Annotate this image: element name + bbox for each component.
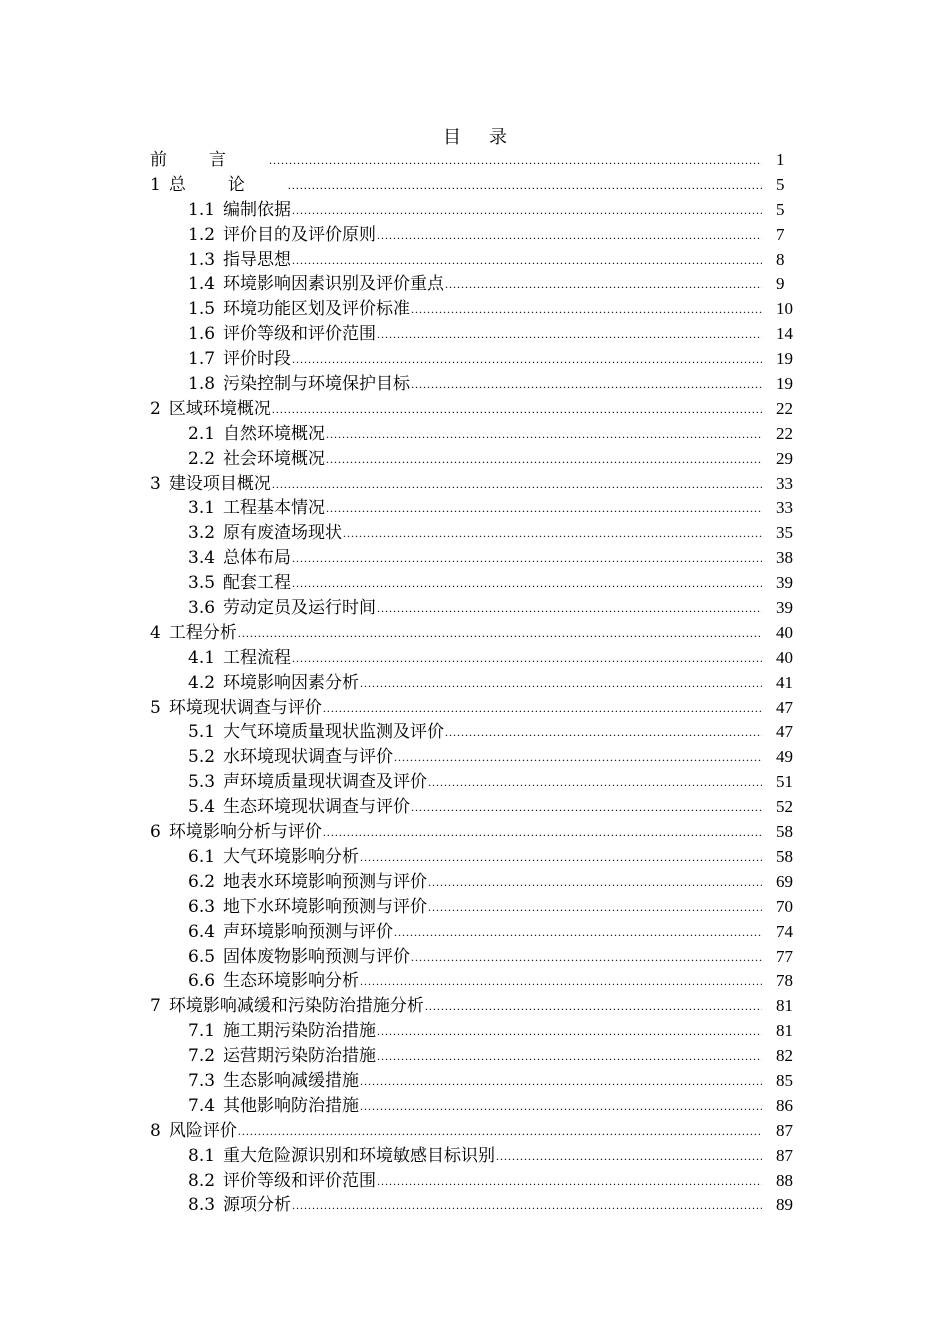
toc-entry-text: 工程流程 [223, 647, 292, 668]
toc-entry-number: 5.2 [188, 747, 216, 768]
dot-leader [495, 1144, 762, 1169]
toc-entry[interactable] [150, 173, 802, 198]
toc-entry-text: 运营期污染防治措施 [223, 1046, 377, 1067]
toc-entry-text: 评价等级和评价范围 [223, 324, 377, 345]
toc-entry-number: 4.1 [188, 647, 216, 668]
dot-leader [393, 745, 762, 770]
toc-entry-label [150, 322, 762, 347]
toc-entry-text: 环境影响因素分析 [223, 672, 360, 693]
toc-entry-number: 3.4 [188, 548, 216, 569]
toc-entry-text: 声环境质量现状调查及评价 [223, 772, 428, 793]
dot-leader [322, 696, 762, 721]
dot-leader [291, 546, 762, 571]
toc-entry-text: 劳动定员及运行时间 [223, 598, 377, 619]
toc-entry-text: 原有废渣场现状 [223, 523, 343, 544]
toc-entry-text: 施工期污染防治措施 [223, 1021, 377, 1042]
toc-entry-number: 8.3 [188, 1195, 216, 1216]
toc-entry-page-number: 58 [776, 846, 793, 866]
toc-entry-number: 1 [150, 174, 161, 195]
toc-entry[interactable] [150, 720, 802, 745]
toc-entry[interactable] [150, 1069, 802, 1094]
toc-entry-page-number: 22 [776, 398, 793, 418]
toc-entry-label [150, 272, 762, 297]
toc-entry-label [150, 870, 762, 895]
toc-entry-number: 3.2 [188, 523, 216, 544]
toc-entry-text: 生态影响减缓措施 [223, 1070, 360, 1091]
toc-entry-label [150, 472, 762, 497]
dot-leader [359, 1069, 762, 1094]
toc-entry-number: 5.1 [188, 722, 216, 743]
toc-entry-page-number: 86 [776, 1095, 793, 1115]
toc-entry-page-number: 82 [776, 1046, 793, 1066]
toc-entry-page-number: 87 [776, 1145, 793, 1165]
toc-entry-page-number: 69 [776, 871, 793, 891]
toc-entry[interactable] [150, 1144, 802, 1169]
dot-leader [376, 1019, 762, 1044]
toc-entry[interactable] [150, 945, 802, 970]
toc-entry-text: 评价目的及评价原则 [223, 224, 377, 245]
toc-entry-number: 1.8 [188, 374, 216, 395]
toc-entry-number: 6.3 [188, 896, 216, 917]
toc-entry[interactable] [150, 1094, 802, 1119]
toc-entry-number: 4.2 [188, 672, 216, 693]
dot-leader [291, 248, 762, 273]
toc-entry-number: 1.5 [188, 299, 216, 320]
toc-entry-number: 7.1 [188, 1021, 216, 1042]
toc-entry-text: 编制依据 [223, 199, 292, 220]
toc-entry[interactable] [150, 646, 802, 671]
toc-entry-page-number: 29 [776, 448, 793, 468]
toc-entry-label [150, 347, 762, 372]
toc-entry-number: 2 [150, 398, 161, 419]
toc-entry-label [150, 223, 762, 248]
toc-entry-label [150, 571, 762, 596]
toc-entry[interactable] [150, 472, 802, 497]
toc-entry[interactable] [150, 1019, 802, 1044]
toc-entry-text: 工程分析 [168, 622, 237, 643]
dot-leader [410, 297, 762, 322]
toc-entry[interactable] [150, 770, 802, 795]
toc-entry[interactable] [150, 347, 802, 372]
toc-entry[interactable] [150, 546, 802, 571]
toc-entry-label [150, 173, 762, 198]
toc-entry-page-number: 74 [776, 921, 793, 941]
toc-entry-text: 建设项目概况 [168, 473, 271, 494]
toc-entry-number: 5.4 [188, 797, 216, 818]
toc-entry-page-number: 49 [776, 747, 793, 767]
toc-entry-text: 总论 [168, 174, 287, 195]
toc-entry-number: 2.1 [188, 423, 216, 444]
toc-entry[interactable] [150, 969, 802, 994]
toc-entry-text: 总体布局 [223, 548, 292, 569]
dot-leader [359, 1094, 762, 1119]
toc-entry-text: 地下水环境影响预测与评价 [223, 896, 428, 917]
toc-entry-page-number: 77 [776, 946, 793, 966]
toc-entry-label [150, 546, 762, 571]
toc-entry-page-number: 8 [776, 249, 785, 269]
toc-entry-label [150, 720, 762, 745]
toc-entry-text: 区域环境概况 [168, 398, 271, 419]
toc-entry-page-number: 1 [776, 150, 785, 169]
toc-entry-number: 7.2 [188, 1046, 216, 1067]
toc-entry[interactable] [150, 1169, 802, 1194]
toc-entry-text: 源项分析 [223, 1195, 292, 1216]
toc-entry-label [150, 297, 762, 322]
toc-entry-text: 评价时段 [223, 349, 292, 370]
toc-entry-number: 6.5 [188, 946, 216, 967]
toc-entry[interactable] [150, 148, 802, 173]
toc-entry-text: 风险评价 [168, 1120, 237, 1141]
toc-entry-page-number: 51 [776, 772, 793, 792]
toc-entry[interactable] [150, 272, 802, 297]
toc-entry-page-number: 40 [776, 647, 793, 667]
dot-leader [410, 795, 762, 820]
toc-entry-number: 1.1 [188, 199, 216, 220]
dot-leader [376, 223, 762, 248]
toc-entry-number: 7.3 [188, 1070, 216, 1091]
toc-entry-text: 其他影响防治措施 [223, 1095, 360, 1116]
toc-entry-text: 前言 [150, 150, 268, 170]
dot-leader [287, 173, 762, 198]
toc-entry[interactable] [150, 297, 802, 322]
toc-entry-label [150, 1044, 762, 1069]
toc-entry-page-number: 14 [776, 324, 793, 344]
toc-entry-page-number: 52 [776, 797, 793, 817]
toc-entry-number: 1.3 [188, 249, 216, 270]
toc-entry-page-number: 10 [776, 299, 793, 319]
toc-entry[interactable] [150, 571, 802, 596]
dot-leader [291, 646, 762, 671]
toc-entry-page-number: 40 [776, 622, 793, 642]
toc-entry-number: 4 [150, 622, 161, 643]
toc-entry-label [150, 1144, 762, 1169]
toc-entry-label [150, 646, 762, 671]
toc-entry-text: 指导思想 [223, 249, 292, 270]
dot-leader [325, 447, 762, 472]
toc-entry-label [150, 920, 762, 945]
toc-entry[interactable] [150, 671, 802, 696]
toc-entry-text: 环境影响减缓和污染防治措施分析 [168, 996, 424, 1017]
toc-entry-page-number: 9 [776, 274, 785, 294]
toc-entry[interactable] [150, 1119, 802, 1144]
toc-entry-label [150, 1019, 762, 1044]
dot-leader [359, 845, 762, 870]
dot-leader [271, 397, 762, 422]
toc-entry[interactable] [150, 223, 802, 248]
toc-entry-number: 1.7 [188, 349, 216, 370]
toc-entry-text: 水环境现状调查与评价 [223, 747, 394, 768]
toc-entry-number: 5 [150, 697, 161, 718]
toc-entry-page-number: 47 [776, 722, 793, 742]
dot-leader [325, 422, 762, 447]
toc-entry[interactable] [150, 248, 802, 273]
toc-entry-page-number: 87 [776, 1120, 793, 1140]
toc-entry-page-number: 5 [776, 199, 785, 219]
toc-entry[interactable] [150, 372, 802, 397]
toc-entry-label [150, 1069, 762, 1094]
toc-entry-page-number: 39 [776, 598, 793, 618]
toc-entry[interactable] [150, 621, 802, 646]
dot-leader [410, 945, 762, 970]
toc-entry-text: 配套工程 [223, 573, 292, 594]
dot-leader [427, 770, 762, 795]
toc-entry-page-number: 58 [776, 822, 793, 842]
toc-entry-label [150, 372, 762, 397]
dot-leader [322, 820, 762, 845]
toc-entry[interactable] [150, 198, 802, 223]
toc-entry-number: 3 [150, 473, 161, 494]
toc-entry[interactable] [150, 1193, 802, 1218]
toc-entry-page-number: 41 [776, 672, 793, 692]
toc-entry-page-number: 39 [776, 573, 793, 593]
dot-leader [291, 571, 762, 596]
toc-entry-page-number: 81 [776, 996, 793, 1016]
toc-entry-number: 3.5 [188, 573, 216, 594]
toc-entry[interactable] [150, 820, 802, 845]
toc-entry[interactable] [150, 745, 802, 770]
toc-entry-label [150, 795, 762, 820]
toc-entry[interactable] [150, 920, 802, 945]
dot-leader [291, 347, 762, 372]
toc-entry[interactable] [150, 795, 802, 820]
toc-entry-number: 6.1 [188, 846, 216, 867]
toc-entry-number: 6.6 [188, 971, 216, 992]
toc-entry-label [150, 521, 762, 546]
toc-entry-page-number: 7 [776, 224, 785, 244]
toc-entry-text: 生态环境现状调查与评价 [223, 797, 411, 818]
dot-leader [424, 994, 762, 1019]
toc-entry-label [150, 745, 762, 770]
toc-entry-label [150, 1193, 762, 1218]
toc-entry-text: 污染控制与环境保护目标 [223, 374, 411, 395]
toc-entry[interactable] [150, 422, 802, 447]
toc-entry-label [150, 397, 762, 422]
toc-entry-label [150, 1119, 762, 1144]
toc-entry-number: 5.3 [188, 772, 216, 793]
toc-entry[interactable] [150, 447, 802, 472]
toc-entry-text: 声环境影响预测与评价 [223, 921, 394, 942]
toc-entry-text: 工程基本情况 [223, 498, 326, 519]
toc-entry-label [150, 895, 762, 920]
toc-entry[interactable] [150, 845, 802, 870]
toc-entry-page-number: 70 [776, 896, 793, 916]
toc-entry[interactable] [150, 521, 802, 546]
toc-entry-number: 1.6 [188, 324, 216, 345]
dot-leader [376, 1044, 762, 1069]
toc-entry-text: 地表水环境影响预测与评价 [223, 871, 428, 892]
toc-entry-page-number: 5 [776, 174, 785, 194]
toc-entry-text: 大气环境质量现状监测及评价 [223, 722, 445, 743]
toc-entry-label [150, 994, 762, 1019]
dot-leader [444, 720, 762, 745]
dot-leader [427, 870, 762, 895]
toc-entry-number: 3.1 [188, 498, 216, 519]
toc-entry-page-number: 78 [776, 971, 793, 991]
toc-entry-label [150, 945, 762, 970]
toc-entry-label [150, 621, 762, 646]
toc-entry-text: 环境功能区划及评价标准 [223, 299, 411, 320]
toc-entry-page-number: 35 [776, 523, 793, 543]
toc-entry-label [150, 447, 762, 472]
toc-entry-page-number: 38 [776, 548, 793, 568]
toc-entry[interactable] [150, 1044, 802, 1069]
toc-title: 目录 [443, 127, 535, 148]
dot-leader [325, 496, 762, 521]
dot-leader [237, 1119, 762, 1144]
toc-entry-number: 7 [150, 996, 161, 1017]
toc-entry-label [150, 198, 762, 223]
toc-entry-number: 6.4 [188, 921, 216, 942]
toc-entry-text: 评价等级和评价范围 [223, 1170, 377, 1191]
toc-entry-page-number: 19 [776, 349, 793, 369]
toc-entry-text: 自然环境概况 [223, 423, 326, 444]
dot-leader [291, 198, 762, 223]
dot-leader [427, 895, 762, 920]
dot-leader [376, 322, 762, 347]
toc-entry-number: 7.4 [188, 1095, 216, 1116]
toc-entry[interactable] [150, 596, 802, 621]
toc-entry-number: 8.1 [188, 1145, 216, 1166]
toc-entry[interactable] [150, 994, 802, 1019]
toc-entry-text: 固体废物影响预测与评价 [223, 946, 411, 967]
toc-entry-label [150, 671, 762, 696]
toc-entry-text: 环境影响因素识别及评价重点 [223, 274, 445, 295]
toc-entry[interactable] [150, 895, 802, 920]
dot-leader [271, 472, 762, 497]
dot-leader [268, 148, 762, 173]
toc-entry-label [150, 845, 762, 870]
toc-entry[interactable] [150, 397, 802, 422]
toc-entry-number: 2.2 [188, 448, 216, 469]
toc-entry-text: 重大危险源识别和环境敏感目标识别 [223, 1145, 496, 1166]
toc-entry-page-number: 88 [776, 1170, 793, 1190]
dot-leader [342, 521, 762, 546]
toc-entry-label [150, 496, 762, 521]
toc-entry[interactable] [150, 322, 802, 347]
toc-entry-number: 8.2 [188, 1170, 216, 1191]
toc-entry-page-number: 22 [776, 423, 793, 443]
toc-entry-text: 大气环境影响分析 [223, 846, 360, 867]
toc-entry-number: 1.2 [188, 224, 216, 245]
toc-entry[interactable] [150, 496, 802, 521]
toc-entry-text: 生态环境影响分析 [223, 971, 360, 992]
dot-leader [291, 1193, 762, 1218]
toc-entry-label [150, 1094, 762, 1119]
toc-entry-label [150, 696, 762, 721]
toc-entry-number: 6.2 [188, 871, 216, 892]
toc-entry-label [150, 596, 762, 621]
dot-leader [444, 272, 762, 297]
dot-leader [376, 596, 762, 621]
toc-entry-page-number: 85 [776, 1070, 793, 1090]
dot-leader [410, 372, 762, 397]
toc-entry-number: 8 [150, 1120, 161, 1141]
dot-leader [359, 671, 762, 696]
dot-leader [393, 920, 762, 945]
toc-entry-label [150, 422, 762, 447]
toc-entry-text: 环境现状调查与评价 [168, 697, 322, 718]
toc-entry-page-number: 19 [776, 374, 793, 394]
toc-entry-label [150, 770, 762, 795]
toc-entry-page-number: 33 [776, 498, 793, 518]
toc-entry-number: 3.6 [188, 598, 216, 619]
toc-entry-label [150, 148, 762, 173]
toc-entry-text: 环境影响分析与评价 [168, 822, 322, 843]
toc-entry[interactable] [150, 696, 802, 721]
toc-entry-number: 6 [150, 822, 161, 843]
toc-entry-label [150, 820, 762, 845]
table-of-contents [150, 148, 802, 1218]
toc-entry-page-number: 47 [776, 697, 793, 717]
dot-leader [376, 1169, 762, 1194]
toc-entry-page-number: 89 [776, 1195, 793, 1215]
dot-leader [237, 621, 762, 646]
toc-entry-label [150, 248, 762, 273]
dot-leader [359, 969, 762, 994]
toc-entry-label [150, 969, 762, 994]
toc-entry-page-number: 81 [776, 1021, 793, 1041]
toc-entry-number: 1.4 [188, 274, 216, 295]
toc-entry[interactable] [150, 870, 802, 895]
toc-entry-text: 社会环境概况 [223, 448, 326, 469]
toc-entry-page-number: 33 [776, 473, 793, 493]
toc-entry-label [150, 1169, 762, 1194]
